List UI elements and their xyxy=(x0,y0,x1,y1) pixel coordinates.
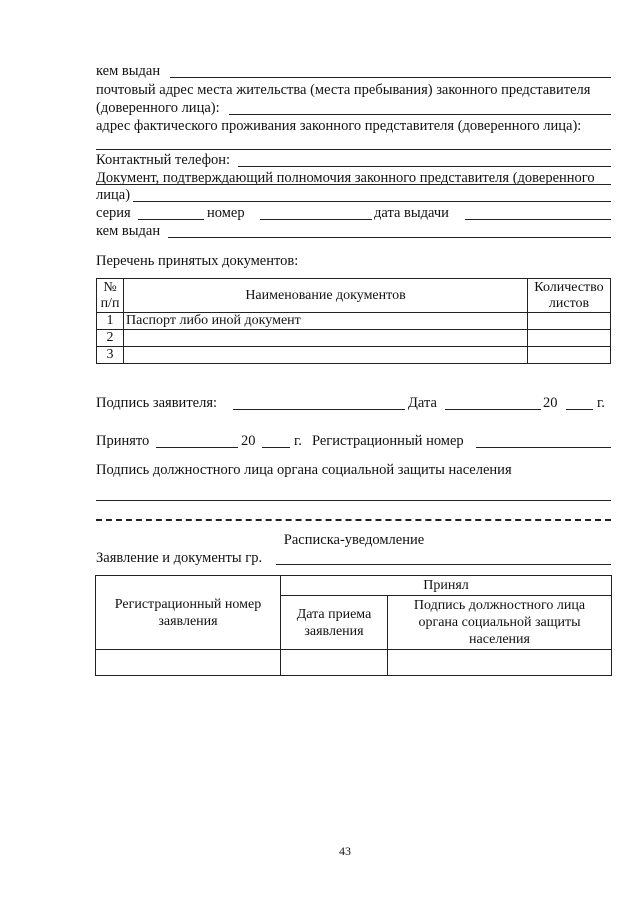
row-doc-name[interactable] xyxy=(124,347,528,364)
series-field[interactable] xyxy=(138,219,204,220)
actual-address-label: адрес фактического проживания законного представителя (доверенного лица): xyxy=(96,118,582,134)
cut-line xyxy=(96,519,611,521)
documents-table xyxy=(96,278,611,364)
receipt-applicant-field[interactable] xyxy=(276,564,611,565)
receipt-table xyxy=(95,575,612,676)
row-num: 1 xyxy=(97,313,124,330)
accepted-label: Принято xyxy=(96,433,150,449)
accepted-year-suffix: г. xyxy=(294,433,302,449)
col-header-name: Наименование документов xyxy=(124,279,528,313)
signature-date-field[interactable] xyxy=(445,409,541,410)
reg-number-field[interactable] xyxy=(476,447,611,448)
signature-year-field[interactable] xyxy=(566,409,593,410)
table-row xyxy=(97,313,611,330)
postal-address-label-cont: (доверенного лица): xyxy=(96,100,220,116)
actual-address-field[interactable] xyxy=(96,149,611,150)
row-doc-qty[interactable] xyxy=(528,313,611,330)
phone-field[interactable] xyxy=(238,166,611,167)
applicant-signature-field[interactable] xyxy=(233,409,405,410)
receipt-col-accepted: Принял xyxy=(281,576,612,596)
row-doc-qty[interactable] xyxy=(528,330,611,347)
receipt-col-signature: Подпись должностного лица органа социальной защиты населения xyxy=(388,596,612,650)
applicant-signature-label: Подпись заявителя: xyxy=(96,395,218,411)
postal-address-field[interactable] xyxy=(229,114,611,115)
accepted-year-prefix: 20 xyxy=(241,433,256,449)
authority-doc-label-cont: лица) xyxy=(96,187,131,203)
authority-issuer-label: кем выдан xyxy=(96,223,161,239)
number-field[interactable] xyxy=(260,219,372,220)
docs-list-title: Перечень принятых документов: xyxy=(96,253,299,269)
row-doc-name[interactable] xyxy=(124,330,528,347)
receipt-title: Расписка-уведомление xyxy=(283,532,425,548)
row-num: 3 xyxy=(97,347,124,364)
table-row xyxy=(97,347,611,364)
receipt-date-cell[interactable] xyxy=(281,650,388,676)
col-header-num: № п/п xyxy=(97,279,124,313)
row-doc-qty[interactable] xyxy=(528,347,611,364)
receipt-col-date: Дата приема заявления xyxy=(281,596,388,650)
receipt-reg-number-cell[interactable] xyxy=(96,650,281,676)
accepted-date-field[interactable] xyxy=(156,447,238,448)
row-doc-name[interactable]: Паспорт либо иной документ xyxy=(124,313,528,330)
issue-date-label: дата выдачи xyxy=(374,205,449,221)
signature-year-prefix: 20 xyxy=(543,395,558,411)
authority-doc-field[interactable] xyxy=(133,201,611,202)
signature-year-suffix: г. xyxy=(597,395,605,411)
col-header-qty: Количество листов xyxy=(528,279,611,313)
authority-doc-label: Документ, подтверждающий полномочия законного представителя (доверенного xyxy=(96,170,595,186)
receipt-statement-label: Заявление и документы гр. xyxy=(96,550,263,566)
authority-doc-underline xyxy=(96,184,611,185)
issue-date-field[interactable] xyxy=(465,219,611,220)
row-num: 2 xyxy=(97,330,124,347)
accepted-year-field[interactable] xyxy=(262,447,290,448)
number-label: номер xyxy=(207,205,245,221)
series-label: серия xyxy=(96,205,131,221)
receipt-signature-cell[interactable] xyxy=(388,650,612,676)
issuer-label: кем выдан xyxy=(96,63,161,79)
page-number: 43 xyxy=(339,844,351,858)
table-row xyxy=(96,650,612,676)
signature-date-label: Дата xyxy=(408,395,437,411)
official-signature-label: Подпись должностного лица органа социальной защиты населения xyxy=(96,462,512,478)
issuer-field[interactable] xyxy=(170,77,611,78)
table-row xyxy=(97,330,611,347)
phone-label: Контактный телефон: xyxy=(96,152,231,168)
postal-address-label: почтовый адрес места жительства (места пребывания) законного представителя xyxy=(96,82,591,98)
authority-issuer-field[interactable] xyxy=(168,237,611,238)
official-signature-field[interactable] xyxy=(96,500,611,501)
reg-number-label: Регистрационный номер xyxy=(312,433,464,449)
receipt-col-reg-number: Регистрационный номер заявления xyxy=(96,576,281,650)
